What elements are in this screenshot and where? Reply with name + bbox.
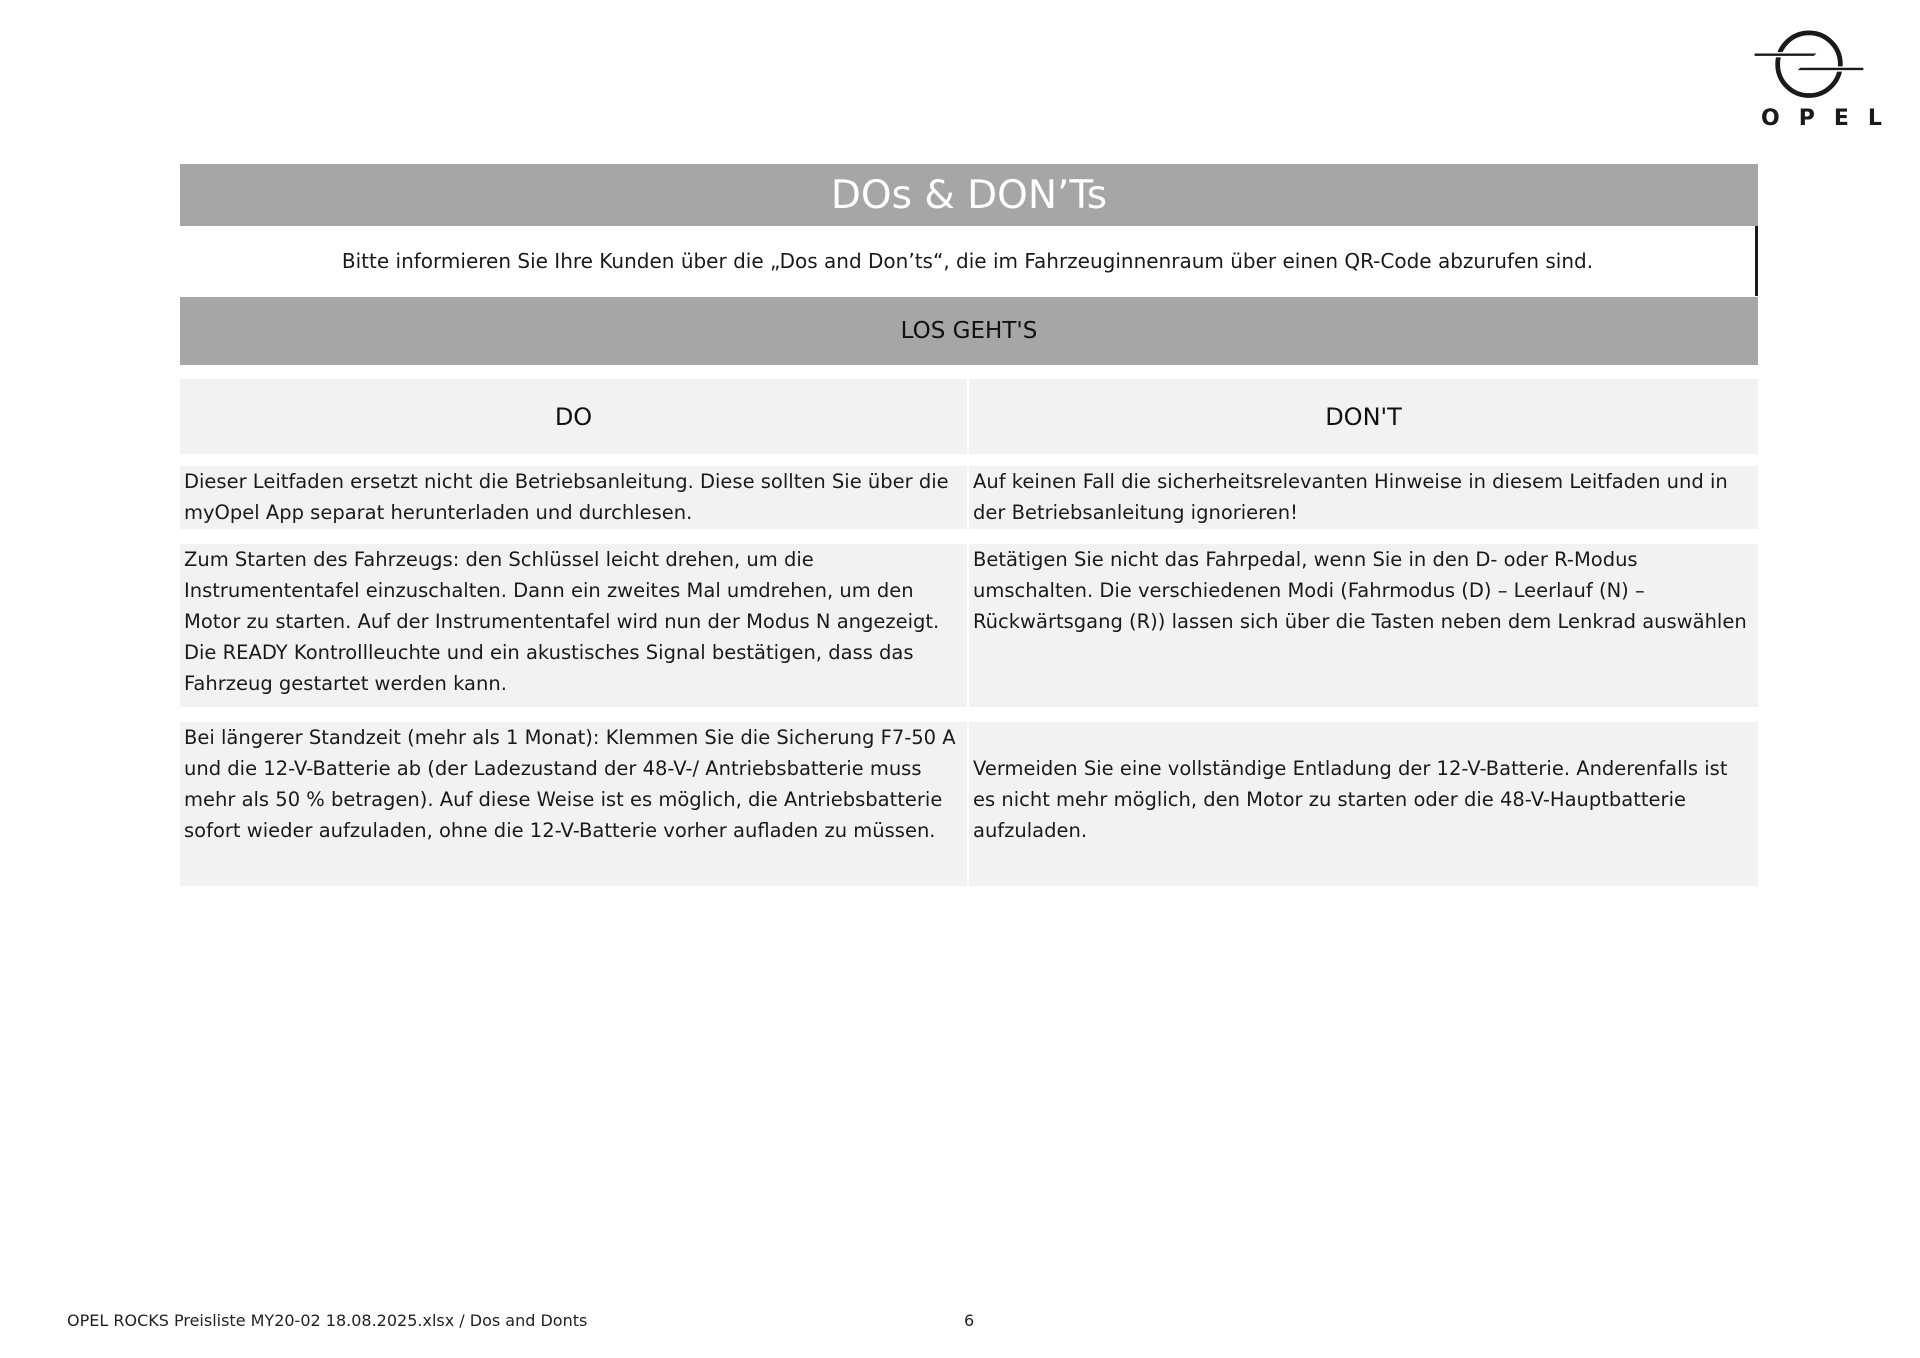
- dont-cell-1: Auf keinen Fall die sicherheitsrelevanten Hinweise in diesem Leitfaden und in der Betriebsanleitung ignorieren!: [969, 466, 1758, 529]
- dont-cell-3: Vermeiden Sie eine vollständige Entladung der 12-V-Batterie. Anderenfalls ist es nicht mehr möglich, den Motor zu starten oder die 48-V-Hauptbatterie aufzuladen.: [969, 722, 1758, 886]
- do-cell-1: Dieser Leitfaden ersetzt nicht die Betriebsanleitung. Diese sollten Sie über die myOpel App separat herunterladen und durchlesen.: [180, 466, 967, 529]
- do-cell-2: Zum Starten des Fahrzeugs: den Schlüssel leicht drehen, um die Instrumententafel einzuschalten. Dann ein zweites Mal umdrehen, um den Motor zu starten. Auf der Instrumententafel wird nun der Modus N angezeigt. Die READY Kontrollleuchte und ein akustisches Signal bestätigen, dass das Fahrzeug gestartet werden kann.: [180, 544, 967, 707]
- brand-wordmark: OPEL: [1761, 106, 1901, 131]
- column-header-dont: DON'T: [969, 379, 1758, 454]
- footer-filename: OPEL ROCKS Preisliste MY20-02 18.08.2025.xlsx / Dos and Donts: [67, 1311, 588, 1330]
- intro-text: Bitte informieren Sie Ihre Kunden über die „Dos and Don’ts“, die im Fahrzeuginnenraum über einen QR-Code abzurufen sind.: [180, 226, 1758, 296]
- do-cell-3: Bei längerer Standzeit (mehr als 1 Monat): Klemmen Sie die Sicherung F7-50 A und die 12-V-Batterie ab (der Ladezustand der 48-V-/ Antriebsbatterie muss mehr als 50 % betragen). Auf diese Weise ist es möglich, die Antriebsbatterie sofort wieder aufzuladen, ohne die 12-V-Batterie vorher aufladen zu müssen.: [180, 722, 967, 886]
- section-heading: LOS GEHT'S: [180, 297, 1758, 365]
- opel-blitz-icon: [1752, 30, 1866, 106]
- page-number: 6: [964, 1311, 975, 1330]
- opel-logo: [1747, 30, 1901, 136]
- page-title: DOs & DON’Ts: [180, 164, 1758, 226]
- dont-cell-2: Betätigen Sie nicht das Fahrpedal, wenn Sie in den D- oder R-Modus umschalten. Die verschiedenen Modi (Fahrmodus (D) – Leerlauf (N) – Rückwärtsgang (R)) lassen sich über die Tasten neben dem Lenkrad auswählen: [969, 544, 1758, 707]
- column-header-do: DO: [180, 379, 967, 454]
